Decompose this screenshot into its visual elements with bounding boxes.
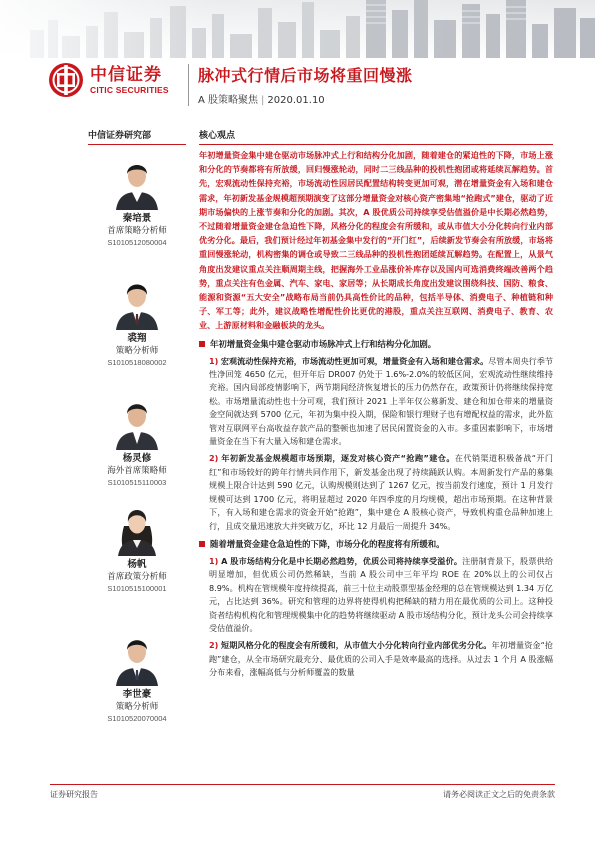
- section-heading-text: 年初增量资金集中建仓驱动市场脉冲式上行和结构分化加剧。: [210, 338, 437, 349]
- bullet-square-icon: [199, 341, 205, 347]
- analyst-license-id: S1010518080002: [107, 358, 167, 367]
- paragraph-body: 注册制背景下，股票供给明显增加，但优质公司仍然稀缺，当前 A 股公司中三年平均 ROE 在 20%以上的公司仅占 8.9%。机构在管规模年度持续提高，前三十位主动股票型基金经理的总在管规模达到 1.34 万亿元，占比达到 36%。研究和管理的边界将使得机构把稀缺的精力用在最优质的公司上。这种投资者结构机构化和管理规模集中化的趋势将继续驱动 A 股市场结构分化，预计龙头公司会持续享受估值溢价。: [209, 555, 553, 633]
- report-header: [0, 0, 595, 120]
- report-title: 脉冲式行情后市场将重回慢涨: [198, 66, 413, 85]
- analyst-title: 海外首席策略师: [107, 466, 167, 476]
- analyst-photo: [112, 270, 162, 330]
- analyst-license-id: S1010512050004: [107, 238, 167, 247]
- paragraph-body: 尽管本周央行季节性净回笼 4650 亿元，但开年后 DR007 仍处于 1.6%-2.0%的较低区间，宏观流动性继续维持充裕。国内局部疫情影响下，两节期间经济恢复增长的压力仍然存在，政策预计仍将继续保持宽松。市场增量流动性也十分可观，我们预计 2021 上半年仅公募新发、建仓和加仓带来的增量资金空间就达到 5700 亿元，年初为集中投入期，保险和银行理财子也有增配权益的需求，此外监管对互联网平台高收益存款产品的整顿也加速了居民闲置资金的入市。多重因素影响下，市场增量资金在当下有大量入场和建仓需求。: [209, 355, 553, 447]
- paragraph-number: 1): [209, 355, 219, 366]
- analyst-card: [88, 150, 186, 248]
- analyst-card: [88, 390, 186, 488]
- analyst-card: [88, 626, 186, 724]
- report-date: 2020.01.10: [267, 95, 325, 106]
- logo-english-name: CITIC SECURITIES: [90, 85, 169, 95]
- analyst-name: 秦培景: [122, 213, 152, 224]
- bullet-square-icon: [199, 541, 205, 547]
- paragraph-lead: 宏观流动性保持充裕，市场流动性更加可观，增量资金有入场和建仓需求。: [220, 355, 489, 366]
- paragraph-number: 2): [209, 453, 219, 464]
- analyst-photo: [112, 150, 162, 210]
- analyst-photo: [112, 390, 162, 450]
- report-subtitle: A 股策略聚焦 | 2020.01.10: [198, 95, 325, 106]
- analyst-name: 裘翔: [127, 333, 147, 344]
- analyst-title: 策略分析师: [115, 346, 159, 356]
- analyst-title: 策略分析师: [115, 702, 159, 712]
- analyst-photo: [112, 626, 162, 686]
- section-heading: [199, 338, 553, 351]
- analyst-photo: [112, 496, 162, 556]
- citic-logo-icon: [48, 62, 84, 98]
- sidebar-title: 中信证券研究部: [88, 128, 186, 145]
- report-series: A 股策略聚焦: [198, 95, 259, 106]
- analyst-license-id: S1010520070004: [107, 714, 167, 723]
- paragraph-number: 2): [209, 640, 219, 651]
- footer-divider: [50, 784, 555, 785]
- paragraph-body: 年初增量资金“抢跑”建仓，从全市场研究最充分、最优质的公司入手是效率最高的选择。从过去 1 个月 A 股涨幅分布来看，涨幅高低与分析师覆盖的数量: [209, 640, 553, 678]
- paragraph-lead: A 股市场结构分化是中长期必然趋势，优质公司将持续享受溢价。: [221, 555, 463, 566]
- paragraph: [199, 355, 553, 449]
- analyst-license-id: S1010515100001: [107, 584, 167, 593]
- footer-disclaimer-note: 请务必阅读正文之后的免责条款: [443, 790, 555, 799]
- core-views-summary: 年初增量资金集中建仓驱动市场脉冲式上行和结构分化加剧，随着建仓的紧迫性的下降，市场上涨和分化的节奏都将有所放缓，回归慢涨轮动，同时二三线品种的投机性抱团或将延续瓦解趋势。首先，宏观流动性保持充裕，市场流动性因居民配置结构转变更加可观，潜在增量资金有入场和建仓需求，年初新发基金规模超预期演变了这部分增量资金对核心资产密集地“抢跑式”建仓，驱动了近期市场偏快的上涨节奏和分化的加剧。其次，A 股优质公司持续享受估值溢价是中长期必然趋势，不过随着增量资金建仓急迫性下降，风格分化的程度会有所缓和，或从市值大小分化转向行业内部优劣分化。最后，我们预计经过年初基金集中发行的“开门红”，后续新发节奏会有所放缓，市场将重回慢涨轮动，机构密集的调仓或导致二三线品种的投机性抱团延续瓦解趋势。在配置上，从景气角度出发建议重点关注顺周期主线，把握海外工业品涨价补库存以及国内可选消费终端改善两个趋势，重点关注有色金属、汽车、家电、家居等；从长期成长角度出发建议围绕科技、国防、粮食、能源和资源“五大安全”战略布局当前仍具高性价比的品种，包括半导体、消费电子、种植链和种子、军工等；此外，建议战略性增配性价比更优的港股，重点关注互联网、消费电子、教育、农业、上游原材料和金融板块的龙头。: [199, 150, 553, 331]
- main-content: [199, 128, 553, 680]
- analyst-title: 首席政策分析师: [107, 572, 167, 582]
- paragraph: [199, 639, 553, 679]
- analyst-name: 杨灵修: [122, 453, 152, 464]
- analyst-name: 杨帆: [127, 559, 147, 570]
- analyst-sidebar: [88, 128, 186, 723]
- analyst-title: 首席策略分析师: [107, 226, 167, 236]
- core-views-title: 核心观点: [199, 128, 553, 145]
- analyst-card: [88, 496, 186, 594]
- paragraph: [199, 452, 553, 532]
- analyst-name: 李世豪: [122, 689, 152, 700]
- header-divider: [188, 64, 189, 106]
- section-heading-text: 随着增量资金建仓急迫性的下降，市场分化的程度将有所缓和。: [210, 538, 445, 549]
- footer-report-type: 证券研究报告: [50, 790, 98, 799]
- paragraph-number: 1): [209, 555, 219, 566]
- logo-chinese-name: 中信证券: [90, 65, 162, 85]
- paragraph: [199, 555, 553, 635]
- section-heading: [199, 538, 553, 551]
- analyst-license-id: S1010515110003: [107, 478, 167, 487]
- paragraph-lead: 短期风格分化的程度会有所缓和，从市值大小分化转向行业内部优劣分化。: [221, 640, 492, 651]
- analyst-card: [88, 270, 186, 368]
- paragraph-lead: 年初新发基金规模超市场预期，逐发对核心资产“抢跑”建仓。: [221, 453, 455, 464]
- paragraph-body: 在代销渠道积极备战“开门红”和市场较好的跨年行情共同作用下，新发基金出现了持续踊跃认购。本周新发行产品的募集规模上限合计达到 590 亿元，认购规模则达到了 1267 亿元，按当前发行速度，预计 1 月发行规模可达到 1700 亿元，将明显超过 2020 年四季度的月均规模，超出市场预期。在这种背景下，有入场和建仓需求的资金开始“抢跑”，集中建仓 A 股核心资产，导致机构重仓品种加速上行，且成交量迅速放大并突破万亿，环比 12 月最后一周提升 34%。: [209, 453, 553, 531]
- citic-logo: [48, 62, 169, 98]
